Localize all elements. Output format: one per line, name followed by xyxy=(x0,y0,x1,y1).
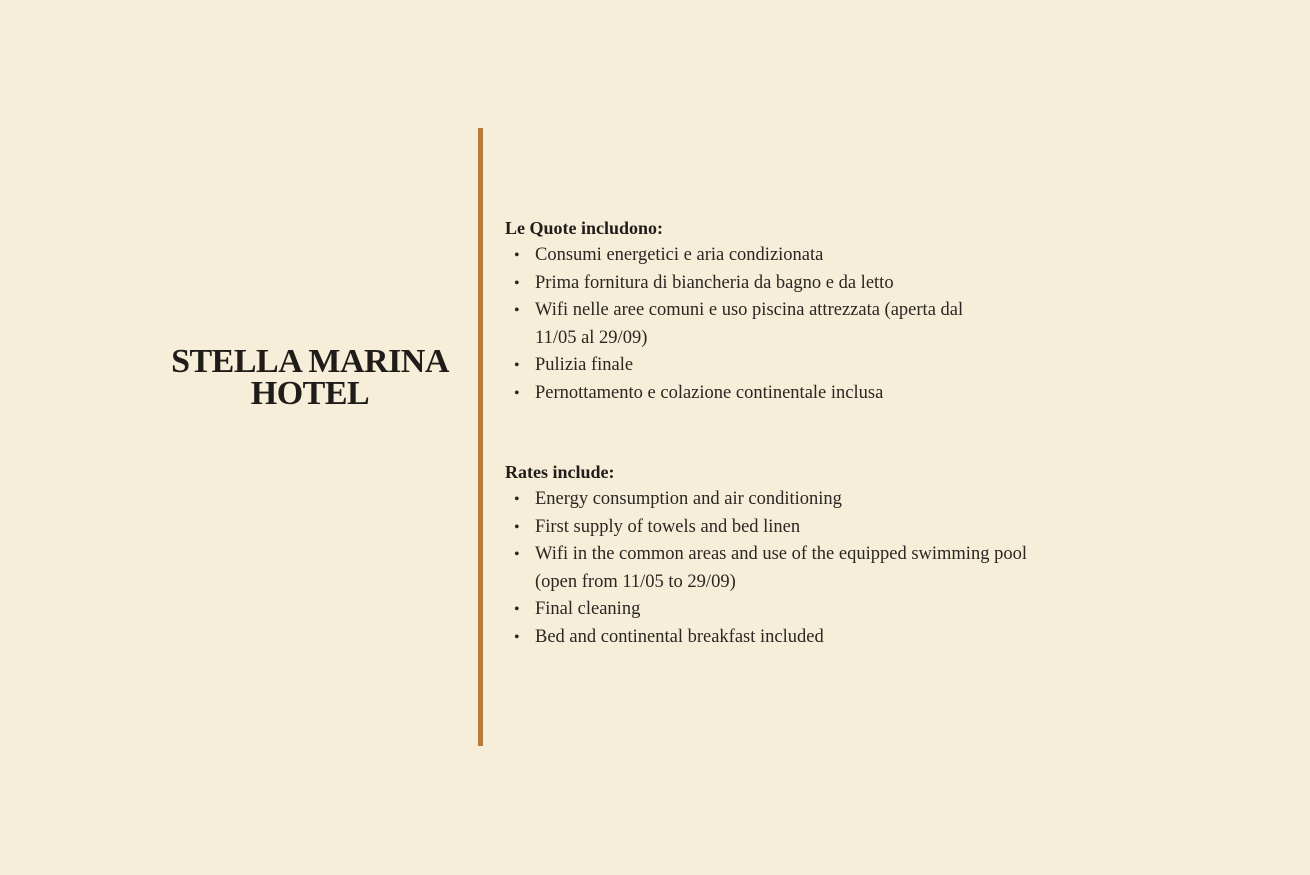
list-item xyxy=(505,514,1065,542)
bullet-icon: • xyxy=(514,247,520,264)
list-item xyxy=(505,624,1065,652)
bullet-icon: • xyxy=(514,302,520,319)
english-heading: Rates include: xyxy=(505,462,615,482)
english-section xyxy=(505,459,1065,651)
bullet-icon: • xyxy=(514,357,520,374)
bullet-icon: • xyxy=(514,518,520,536)
list-item xyxy=(505,352,1065,380)
list-item-text: Wifi in the common areas and use of the equipped swimming pool (open from 11/05 to 29/09) xyxy=(535,544,1027,592)
list-item xyxy=(505,270,1065,298)
list-item-text: Prima fornitura di biancheria da bagno e da letto xyxy=(535,272,894,293)
list-item-text: Pulizia finale xyxy=(535,355,634,375)
list-item-text: First supply of towels and bed linen xyxy=(535,516,801,537)
list-item-text: Consumi energetici e aria condizionata xyxy=(535,245,824,265)
italian-list xyxy=(505,242,1065,407)
bullet-icon: • xyxy=(514,546,520,563)
hotel-name-line-1: STELLA MARINA xyxy=(171,343,449,380)
list-item xyxy=(505,486,1065,514)
list-item-text: Energy consumption and air conditioning xyxy=(535,489,842,509)
rates-content xyxy=(505,215,1065,651)
hotel-name xyxy=(150,343,470,412)
list-item-text: Bed and continental breakfast included xyxy=(535,626,824,647)
bullet-icon: • xyxy=(514,491,520,508)
bullet-icon: • xyxy=(514,601,520,618)
bullet-icon: • xyxy=(514,274,520,292)
italian-section xyxy=(505,215,1065,407)
list-item xyxy=(505,541,1045,596)
list-item-text: Wifi nelle aree comuni e uso piscina attrezzata (aperta dal 11/05 al 29/09) xyxy=(535,300,964,348)
list-item xyxy=(505,380,1065,408)
hotel-name-line-2: HOTEL xyxy=(250,375,370,412)
bullet-icon: • xyxy=(514,384,520,402)
english-list xyxy=(505,486,1065,651)
list-item-text: Final cleaning xyxy=(535,599,641,619)
list-item xyxy=(505,596,1065,624)
list-item xyxy=(505,297,1005,352)
bullet-icon: • xyxy=(514,628,520,646)
vertical-divider xyxy=(478,128,483,746)
italian-heading: Le Quote includono: xyxy=(505,218,664,238)
list-item xyxy=(505,242,1065,270)
list-item-text: Pernottamento e colazione continentale inclusa xyxy=(535,382,884,403)
